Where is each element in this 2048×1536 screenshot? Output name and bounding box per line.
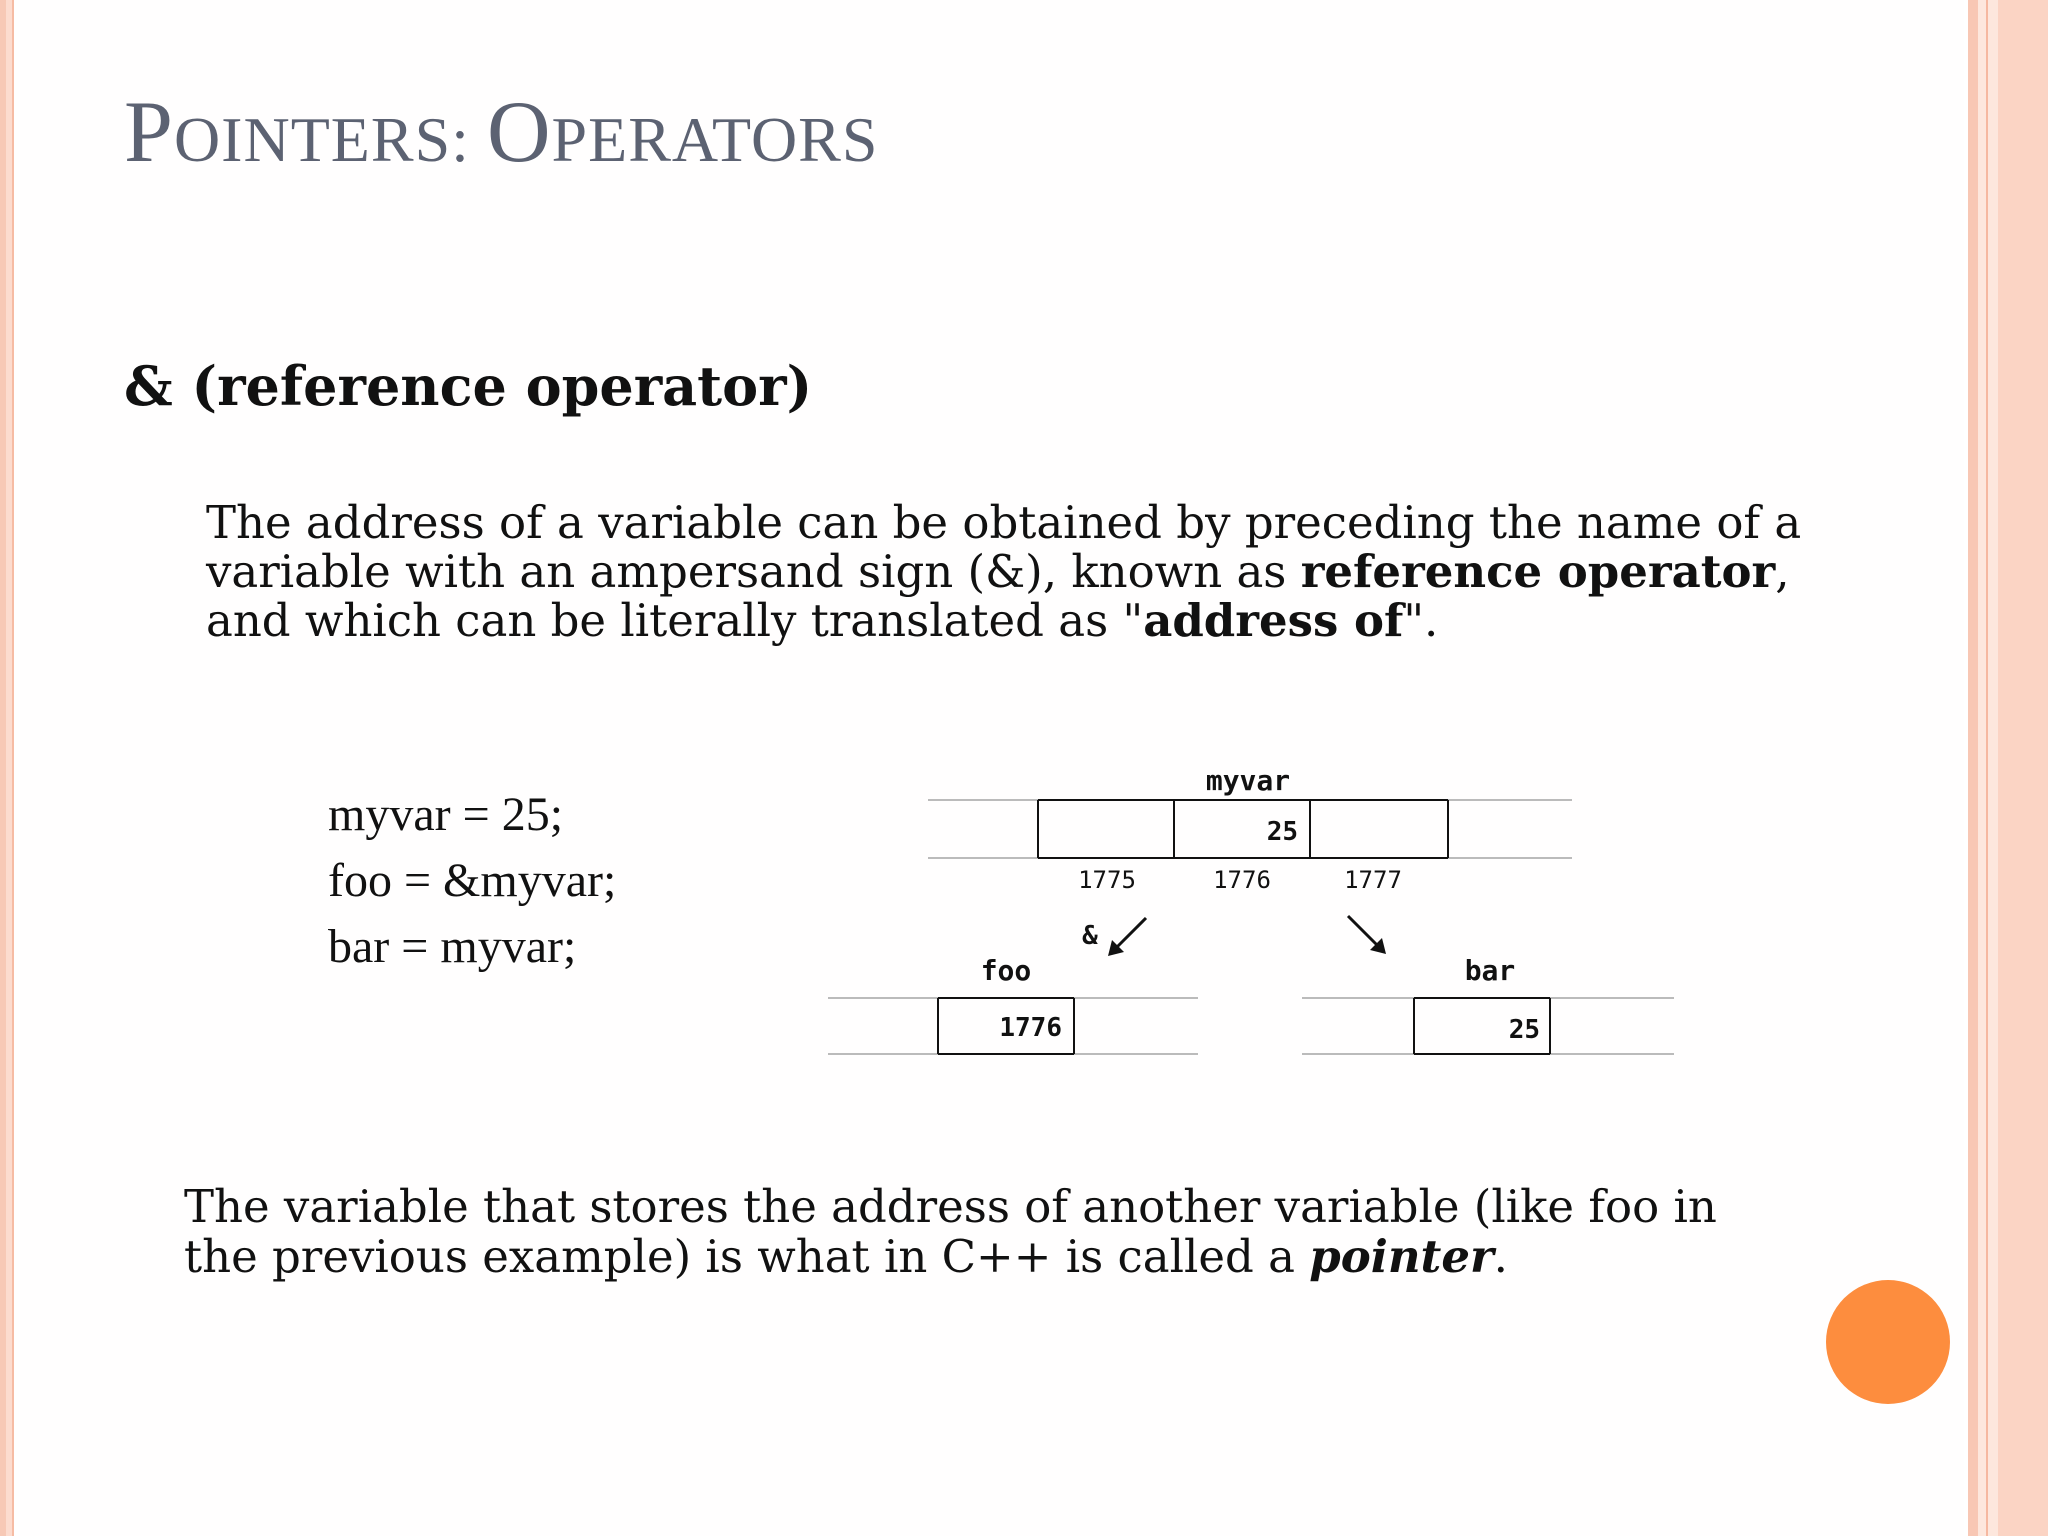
para1-text-c: ". (1403, 594, 1439, 647)
address-1775: 1775 (1078, 866, 1136, 894)
arrow-down-right-icon (1348, 916, 1386, 954)
address-1777: 1777 (1344, 866, 1402, 894)
foo-value: 1776 (999, 1013, 1062, 1043)
ampersand-symbol: & (1082, 921, 1098, 951)
code-line: bar = myvar; (328, 920, 577, 973)
code-line: foo = &myvar; (328, 854, 617, 907)
foo-label: foo (980, 954, 1032, 987)
myvar-value: 25 (1266, 817, 1298, 847)
para1-text-b: , and which can be literally translated as " (206, 545, 1790, 647)
paragraph-pointer-definition (184, 1182, 1784, 1282)
para1-text-a: The address of a variable can be obtained by preceding the name of a variable with an ampersand sign (&), known as (206, 496, 1802, 598)
title-rest-2: PERATORS (551, 104, 879, 175)
para1-bold-address-of: address of (1143, 594, 1404, 647)
myvar-label: myvar (1205, 764, 1291, 797)
bar-value: 25 (1508, 1015, 1540, 1045)
para2-text-a: The variable that stores the address of another variable (like foo in the previous example) is what in C++ is called a (184, 1180, 1717, 1283)
title-initial-2: O (486, 84, 552, 181)
para1-bold-reference-operator: reference operator (1300, 545, 1776, 598)
arrow-down-left-icon (1108, 918, 1146, 956)
para2-pointer-term: pointer (1309, 1230, 1494, 1283)
title-rest-1: OINTERS: (173, 104, 487, 175)
bar-memory-row (1302, 998, 1674, 1054)
subheading: & (reference operator) (124, 354, 813, 418)
bar-label: bar (1464, 954, 1516, 987)
decorative-orange-dot (1826, 1280, 1950, 1404)
address-1776: 1776 (1213, 866, 1271, 894)
code-line: myvar = 25; (328, 788, 564, 841)
title-initial-1: P (124, 84, 174, 181)
para2-text-b: . (1493, 1230, 1508, 1283)
myvar-memory-row (928, 800, 1572, 858)
